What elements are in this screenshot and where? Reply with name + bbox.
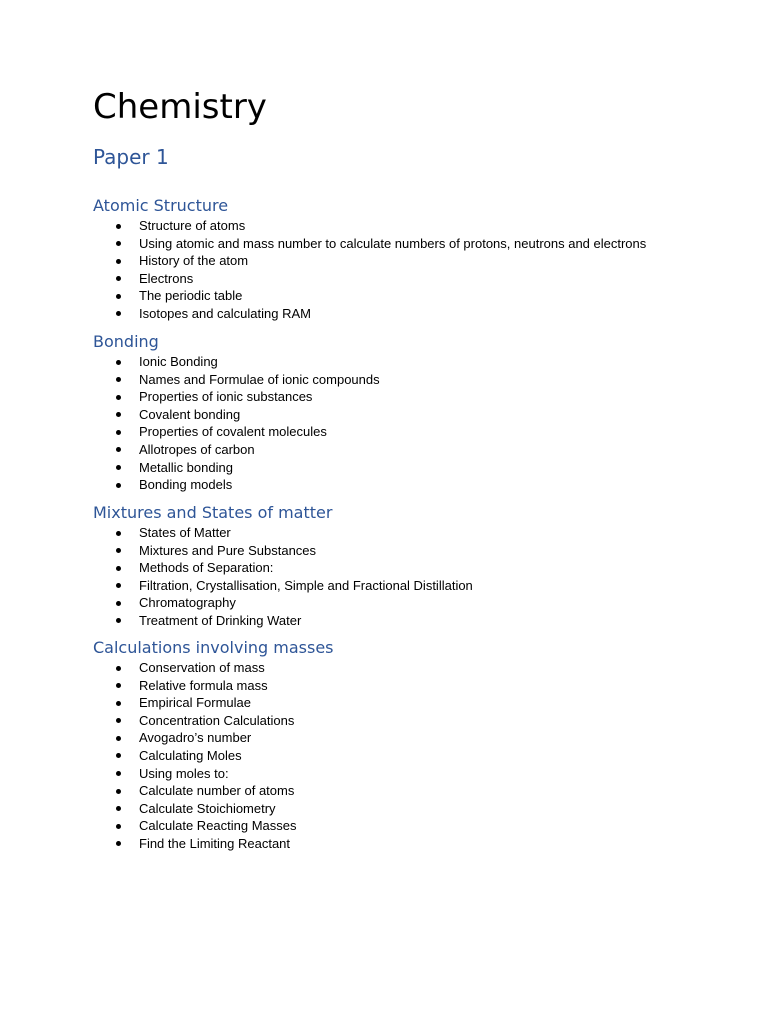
- bullet-icon: [116, 666, 121, 671]
- list-item: [93, 765, 713, 783]
- bullet-icon: [116, 841, 121, 846]
- list-item: [93, 577, 713, 595]
- list-item-label: Using atomic and mass number to calculate numbers of protons, neutrons and electrons: [139, 235, 647, 251]
- list-item-label: Isotopes and calculating RAM: [139, 305, 311, 321]
- list-item: [93, 800, 713, 818]
- bullet-icon: [116, 276, 121, 281]
- list-item-label: Structure of atoms: [139, 218, 246, 233]
- bullet-icon: [116, 465, 121, 470]
- list-item: [93, 835, 713, 853]
- list-item-label: Mixtures and Pure Substances: [139, 542, 317, 558]
- bullet-icon: [116, 483, 121, 488]
- bullet-icon: [116, 224, 121, 229]
- list-item: [93, 542, 713, 560]
- list-item-label: Concentration Calculations: [139, 712, 295, 728]
- section-heading: Calculations involving masses: [93, 638, 334, 657]
- list-item: [93, 712, 713, 730]
- list-item: [93, 423, 713, 441]
- list-item-label: Metallic bonding: [139, 459, 233, 475]
- list-item-label: Empirical Formulae: [139, 695, 251, 711]
- list-item: [93, 441, 713, 459]
- list-item-label: Methods of Separation:: [139, 560, 274, 576]
- bullet-icon: [116, 311, 121, 316]
- list-item: [93, 353, 713, 371]
- list-item-label: Avogadro’s number: [139, 730, 252, 746]
- list-item-label: Find the Limiting Reactant: [139, 835, 291, 851]
- topic-list: [93, 524, 713, 630]
- list-item: [93, 252, 713, 270]
- topic-list: [93, 217, 713, 323]
- list-item-label: History of the atom: [139, 253, 249, 269]
- list-item-label: Relative formula mass: [139, 677, 268, 693]
- list-item: [93, 476, 713, 494]
- bullet-icon: [116, 241, 121, 246]
- bullet-icon: [116, 824, 121, 829]
- list-item: [93, 747, 713, 765]
- bullet-icon: [116, 683, 121, 688]
- list-item: [93, 371, 713, 389]
- section-heading: Mixtures and States of matter: [93, 503, 333, 522]
- section-heading: Bonding: [93, 332, 159, 351]
- list-item: [93, 388, 713, 406]
- bullet-icon: [116, 736, 121, 741]
- bullet-icon: [116, 447, 121, 452]
- list-item: [93, 594, 713, 612]
- list-item-label: Chromatography: [139, 595, 236, 611]
- bullet-icon: [116, 377, 121, 382]
- list-item: [93, 782, 713, 800]
- bullet-icon: [116, 789, 121, 794]
- bullet-icon: [116, 753, 121, 758]
- section-bonding: [93, 331, 713, 494]
- list-item: [93, 817, 713, 835]
- list-item: [93, 659, 713, 677]
- bullet-icon: [116, 360, 121, 365]
- topic-list: [93, 353, 713, 494]
- list-item-label: Bonding models: [139, 477, 233, 493]
- list-item: [93, 612, 713, 630]
- list-item: [93, 305, 713, 323]
- bullet-icon: [116, 618, 121, 623]
- bullet-icon: [116, 294, 121, 299]
- section-atomic-structure: [93, 195, 713, 323]
- list-item: [93, 459, 713, 477]
- bullet-icon: [116, 583, 121, 588]
- bullet-icon: [116, 430, 121, 435]
- bullet-icon: [116, 771, 121, 776]
- list-item-label: Filtration, Crystallisation, Simple and Fractional Distillation: [139, 577, 473, 593]
- list-item: [93, 287, 713, 305]
- bullet-icon: [116, 701, 121, 706]
- list-item: [93, 559, 713, 577]
- list-item: [93, 235, 713, 253]
- list-item-label: Using moles to:: [139, 765, 229, 781]
- list-item-label: The periodic table: [139, 288, 243, 304]
- section-mixtures-and-states-of-matter: [93, 502, 713, 630]
- bullet-icon: [116, 395, 121, 400]
- topic-list: [93, 659, 713, 853]
- bullet-icon: [116, 566, 121, 571]
- list-item-label: Names and Formulae of ionic compounds: [139, 371, 380, 387]
- bullet-icon: [116, 601, 121, 606]
- bullet-icon: [116, 718, 121, 723]
- list-item: [93, 694, 713, 712]
- list-item-label: Allotropes of carbon: [139, 441, 255, 457]
- list-item-label: Calculate Reacting Masses: [139, 818, 297, 834]
- list-item-label: States of Matter: [139, 525, 231, 540]
- bullet-icon: [116, 548, 121, 553]
- bullet-icon: [116, 806, 121, 811]
- list-item-label: Calculate number of atoms: [139, 783, 295, 799]
- list-item-label: Properties of covalent molecules: [139, 424, 327, 440]
- bullet-icon: [116, 412, 121, 417]
- list-item: [93, 677, 713, 695]
- list-item-label: Calculate Stoichiometry: [139, 800, 276, 816]
- list-item-label: Ionic Bonding: [139, 354, 218, 369]
- list-item-label: Covalent bonding: [139, 406, 241, 422]
- list-item-label: Conservation of mass: [139, 660, 265, 675]
- document-title: Chemistry: [93, 87, 267, 127]
- list-item-label: Properties of ionic substances: [139, 389, 313, 405]
- list-item: [93, 217, 713, 235]
- list-item-label: Treatment of Drinking Water: [139, 612, 302, 628]
- bullet-icon: [116, 531, 121, 536]
- list-item: [93, 270, 713, 288]
- list-item: [93, 406, 713, 424]
- list-item-label: Electrons: [139, 270, 194, 286]
- bullet-icon: [116, 259, 121, 264]
- list-item: [93, 729, 713, 747]
- list-item: [93, 524, 713, 542]
- paper-title: Paper 1: [93, 145, 169, 169]
- list-item-label: Calculating Moles: [139, 747, 242, 763]
- section-heading: Atomic Structure: [93, 196, 229, 215]
- section-calculations-involving-masses: [93, 637, 713, 853]
